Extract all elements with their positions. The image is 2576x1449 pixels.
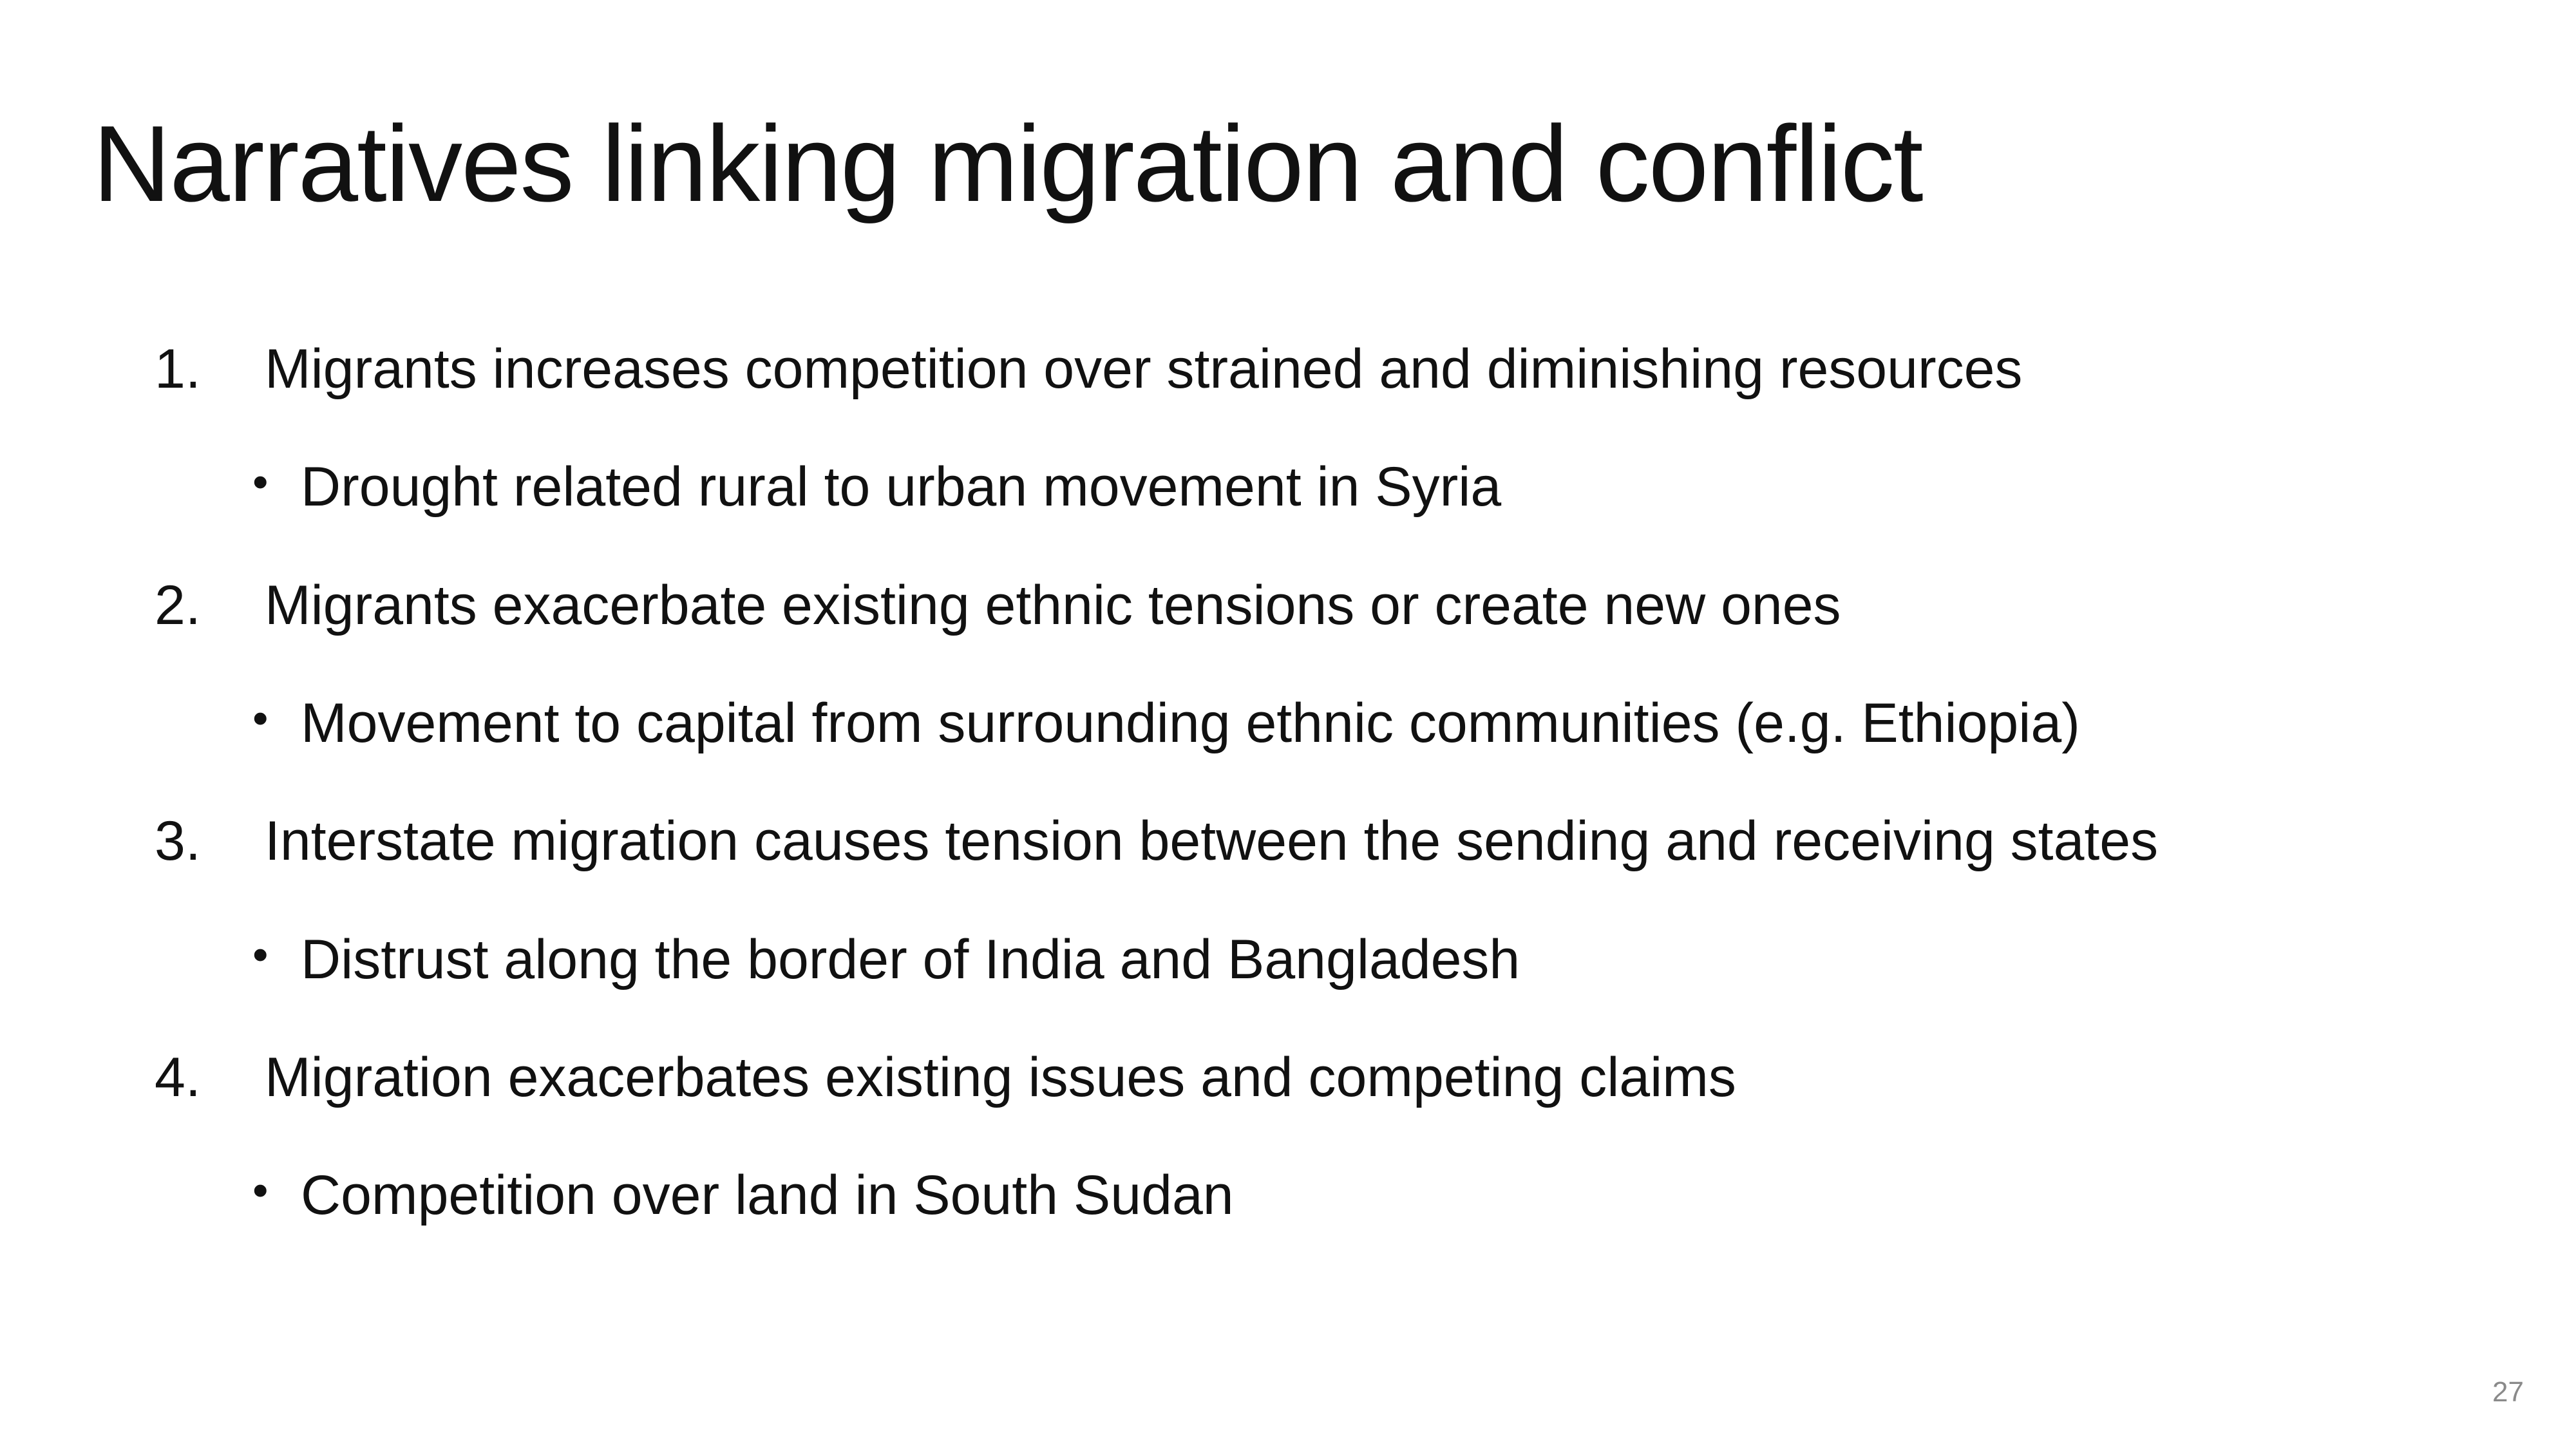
sub-list-item-text: Movement to capital from surrounding ethnic communities (e.g. Ethiopia): [301, 692, 2080, 754]
sub-list-item-text: Distrust along the border of India and Bangladesh: [301, 929, 1520, 990]
bullet-icon: •: [252, 929, 269, 980]
sub-list-item-text: Drought related rural to urban movement in Syria: [301, 456, 1502, 518]
page-number: 27: [2492, 1376, 2524, 1408]
list-item-number: 3.: [155, 810, 201, 872]
bullet-icon: •: [252, 1165, 269, 1215]
list-item-text: Migration exacerbates existing issues and competing claims: [265, 1046, 1736, 1108]
list-item-text: Interstate migration causes tension between the sending and receiving states: [265, 810, 2159, 872]
bullet-icon: •: [252, 693, 269, 743]
list-item-number: 4.: [155, 1046, 201, 1108]
list-item-text: Migrants increases competition over strained and diminishing resources: [265, 338, 2023, 400]
list-item-number: 1.: [155, 338, 201, 400]
slide-title: Narratives linking migration and conflict: [93, 103, 1922, 224]
sub-list-item-text: Competition over land in South Sudan: [301, 1164, 1234, 1226]
bullet-icon: •: [252, 457, 269, 507]
list-item-text: Migrants exacerbate existing ethnic tensions or create new ones: [265, 574, 1841, 636]
list-item-number: 2.: [155, 574, 201, 636]
